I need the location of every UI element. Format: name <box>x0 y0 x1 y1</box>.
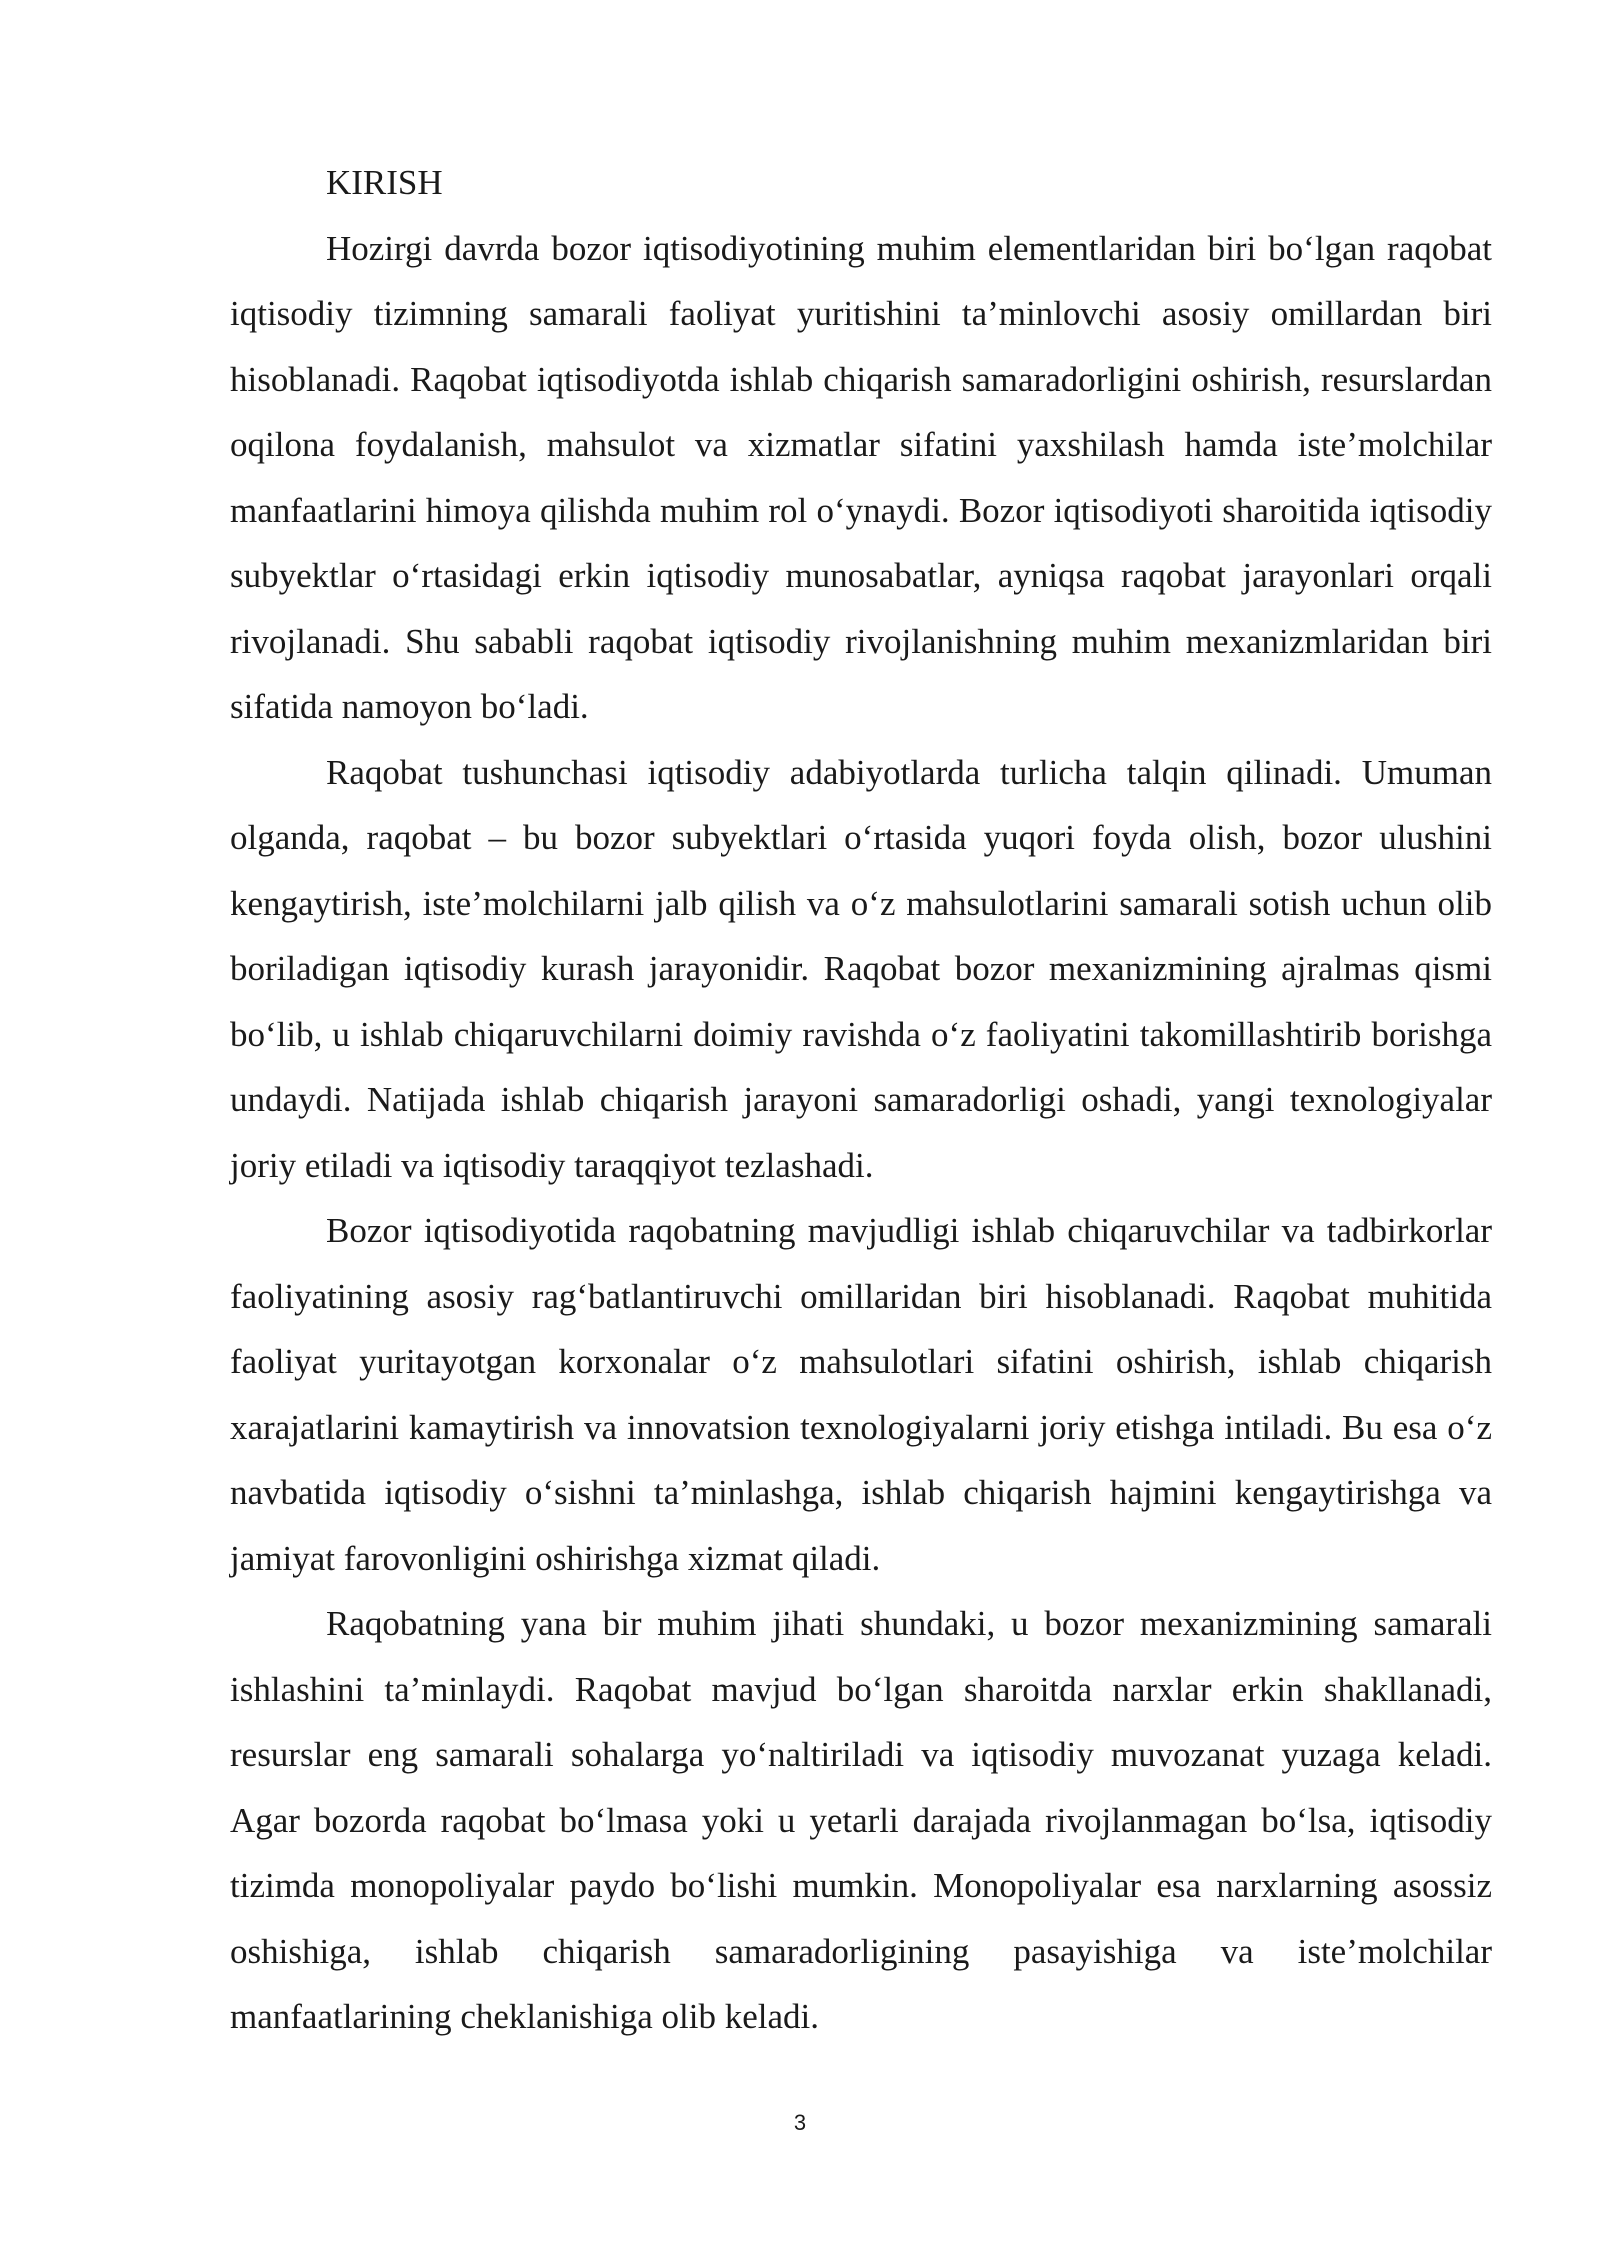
paragraph-1: Hozirgi davrda bozor iqtisodiyotining muhim elementlaridan biri bo‘lgan raqobat iqtisodiy tizimning samarali faoliyat yuritishini ta’minlovchi asosiy omillardan biri hisoblanadi. Raqobat iqtisodiyotda ishlab chiqarish samaradorligini oshirish, resurslardan oqilona foydalanish, mahsulot va xizmatlar sifatini yaxshilash hamda iste’molchilar manfaatlarini himoya qilishda muhim rol o‘ynaydi. Bozor iqtisodiyoti sharoitida iqtisodiy subyektlar o‘rtasidagi erkin iqtisodiy munosabatlar, ayniqsa raqobat jarayonlari orqali rivojlanadi. Shu sababli raqobat iqtisodiy rivojlanishning muhim mexanizmlaridan biri sifatida namoyon bo‘ladi. <box>230 228 1492 726</box>
page-number: 3 <box>793 2110 807 2135</box>
section-heading: KIRISH <box>326 163 443 202</box>
paragraph-4: Raqobatning yana bir muhim jihati shundaki, u bozor mexanizmining samarali ishlashini ta’minlaydi. Raqobat mavjud bo‘lgan sharoitda narxlar erkin shakllanadi, resurslar eng samarali sohalarga yo‘naltiriladi va iqtisodiy muvozanat yuzaga keladi. Agar bozorda raqobat bo‘lmasa yoki u yetarli darajada rivojlanmagan bo‘lsa, iqtisodiy tizimda monopoliyalar paydo bo‘lishi mumkin. Monopoliyalar esa narxlarning asossiz oshishiga, ishlab chiqarish samaradorligining pasayishiga va iste’molchilar manfaatlarining cheklanishiga olib keladi. <box>230 1604 1492 2036</box>
paragraph-2: Raqobat tushunchasi iqtisodiy adabiyotlarda turlicha talqin qilinadi. Umuman olganda, raqobat – bu bozor subyektlari o‘rtasida yuqori foyda olish, bozor ulushini kengaytirish, iste’molchilarni jalb qilish va o‘z mahsulotlarini samarali sotish uchun olib boriladigan iqtisodiy kurash jarayonidir. Raqobat bozor mexanizmining ajralmas qismi bo‘lib, u ishlab chiqaruvchilarni doimiy ravishda o‘z faoliyatini takomillashtirib borishga undaydi. Natijada ishlab chiqarish jarayoni samaradorligi oshadi, yangi texnologiyalar joriy etiladi va iqtisodiy taraqqiyot tezlashadi. <box>230 752 1492 1185</box>
document-body <box>230 150 1492 2050</box>
paragraph-3: Bozor iqtisodiyotida raqobatning mavjudligi ishlab chiqaruvchilar va tadbirkorlar faoliyatining asosiy rag‘batlantiruvchi omillaridan biri hisoblanadi. Raqobat muhitida faoliyat yuritayotgan korxonalar o‘z mahsulotlari sifatini oshirish, ishlab chiqarish xarajatlarini kamaytirish va innovatsion texnologiyalarni joriy etishga intiladi. Bu esa o‘z navbatida iqtisodiy o‘sishni ta’minlashga, ishlab chiqarish hajmini kengaytirishga va jamiyat farovonligini oshirishga xizmat qiladi. <box>230 1211 1492 1578</box>
